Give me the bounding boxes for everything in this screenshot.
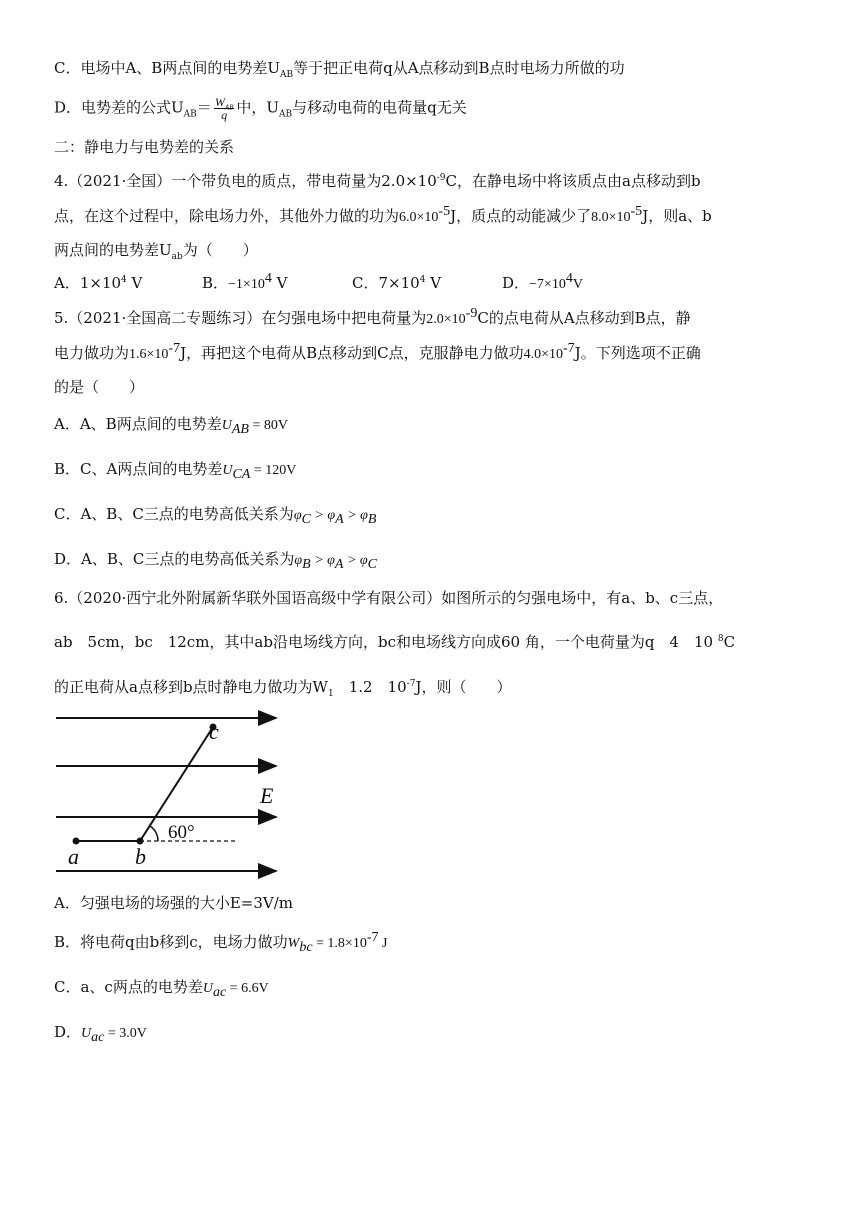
q4-line-1 — [54, 171, 701, 191]
exponent: -9 — [465, 306, 478, 321]
exponent: 8 — [717, 634, 724, 644]
q5-text: 的是（ ） — [54, 378, 145, 396]
option-d-rest: 与移动电荷的电荷量q无关 — [292, 98, 467, 117]
equals-sign: ＝ — [196, 98, 212, 117]
unit: J — [378, 936, 388, 951]
subscript: A — [334, 557, 344, 572]
q6-text: 1.2 10 — [333, 678, 407, 696]
formula-fraction — [214, 96, 235, 121]
q5-line-1 — [54, 308, 691, 330]
work-value: 4.0×10 — [523, 347, 564, 362]
option-text: C．7×10 — [352, 274, 420, 292]
q6-text: 的正电荷从a点移到b点时静电力做功为W — [54, 678, 328, 696]
work-value: 1.6×10 — [129, 347, 169, 362]
subscript: B — [302, 557, 311, 572]
subscript: C — [301, 512, 311, 527]
q4-option-b[interactable] — [202, 273, 287, 295]
option-d-mid: 中，U — [236, 98, 280, 117]
option-text: C．A、B、C三点的电势高低关系为 — [54, 505, 294, 523]
q6-text: 6.（2020·西宁北外附属新华联外国语高级中学有限公司）如图所示的匀强电场中，有a、b、c三点， — [54, 589, 724, 607]
subscript: CA — [232, 467, 251, 482]
q6-option-c[interactable] — [54, 977, 269, 999]
q5-text: J，再把这个电荷从B点移动到C点，克服静电力做功 — [180, 344, 524, 362]
section-heading — [54, 137, 234, 157]
subscript: ac — [91, 1030, 105, 1045]
subscript: AB — [231, 422, 249, 437]
q5-line-2 — [54, 343, 701, 365]
q4-options — [54, 273, 814, 293]
electric-field-diagram — [54, 705, 294, 885]
subscript: ac — [212, 985, 227, 1000]
charge-value: 2.0×10 — [426, 312, 466, 327]
q5-text: J。下列选项不正确 — [574, 344, 701, 362]
option-text: A．1×10 — [54, 274, 122, 292]
math-variable: > φ — [310, 553, 335, 568]
exponent: 4 — [565, 271, 573, 286]
math-variable: U — [222, 463, 233, 478]
subscript: C — [367, 557, 377, 572]
q5-text: C的点电荷从A点移动到B点，静 — [477, 309, 691, 327]
math-variable: U — [202, 981, 213, 996]
option-d-line — [54, 96, 467, 121]
q4-option-a[interactable] — [54, 273, 142, 293]
exponent: 4 — [419, 275, 426, 285]
work-value: 6.0×10 — [399, 210, 439, 225]
option-value: = 6.6V — [226, 981, 269, 996]
math-variable: φ — [294, 553, 303, 568]
q5-option-c[interactable] — [54, 504, 376, 526]
option-text: B．C、A两点间的电势差 — [54, 460, 223, 478]
subscript: 1 — [327, 689, 334, 699]
q4-text: C，在静电场中将该质点由a点移动到b — [445, 172, 701, 190]
option-value: = 80V — [248, 418, 288, 433]
fraction-denominator: q — [221, 108, 228, 122]
subscript: bc — [299, 940, 313, 955]
subscript: ab — [171, 252, 183, 262]
q4-text: 4.（2021·全国）一个带负电的质点，带电荷量为2.0×10 — [54, 172, 437, 190]
math-variable: φ — [293, 508, 302, 523]
option-text: B． — [202, 274, 229, 292]
subscript: AB — [279, 70, 294, 80]
label-c: c — [209, 719, 219, 744]
q4-line-2 — [54, 206, 712, 228]
q5-text: 电力做功为 — [54, 344, 130, 362]
option-text: B．将电荷q由b移到c，电场力做功 — [54, 933, 288, 951]
kinetic-value: 8.0×10 — [591, 210, 631, 225]
q4-line-3 — [54, 240, 258, 260]
fraction-numerator: W — [214, 95, 225, 109]
q4-text: J，质点的动能减少了 — [450, 207, 592, 225]
option-c-rest: 等于把正电荷q从A点移动到B点时电场力所做的功 — [293, 59, 625, 77]
exponent: -7 — [168, 341, 181, 356]
option-value: = 3.0V — [104, 1026, 147, 1041]
q4-text: J，则a、b — [642, 207, 712, 225]
q4-option-d[interactable] — [502, 273, 583, 295]
unit: C — [723, 633, 736, 651]
q5-text: 5.（2021·全国高二专题练习）在匀强电场中把电荷量为 — [54, 309, 427, 327]
q5-line-3 — [54, 377, 144, 397]
q6-option-d[interactable] — [54, 1022, 147, 1044]
q6-option-a[interactable] — [54, 893, 293, 913]
option-text: A．A、B两点间的电势差 — [54, 415, 222, 433]
unit: V — [126, 274, 143, 292]
q4-text: 两点间的电势差U — [54, 241, 172, 259]
exponent: -9 — [436, 173, 446, 183]
q4-text: 点，在这个过程中，除电场力外，其他外力做的功为 — [54, 207, 400, 225]
label-a: a — [68, 844, 79, 869]
option-c-text: C．电场中A、B两点间的电势差U — [54, 59, 280, 77]
option-value: −7×10 — [529, 277, 566, 292]
exponent: 4 — [121, 275, 127, 285]
q6-line-1 — [54, 588, 723, 608]
q6-text: ab 5cm，bc 12cm，其中ab沿电场线方向，bc和电场线方向成60 角，一个电荷量为q 4 10 — [54, 633, 718, 651]
q6-option-b[interactable] — [54, 932, 387, 954]
exponent: -5 — [630, 204, 643, 219]
q5-option-d[interactable] — [54, 549, 377, 571]
option-d-text: D．电势差的公式U — [54, 98, 184, 117]
option-value: = 1.8×10 — [312, 936, 367, 951]
label-e: E — [260, 783, 274, 808]
option-value: −1×10 — [228, 277, 265, 292]
unit: V — [271, 274, 288, 292]
subscript: AB — [224, 103, 234, 112]
q4-text: 为（ ） — [182, 241, 258, 259]
math-variable: > φ — [310, 508, 336, 523]
q6-line-3 — [54, 677, 511, 697]
math-variable: > φ — [343, 553, 368, 568]
q5-option-a[interactable] — [54, 414, 288, 436]
option-text: D．A、B、C三点的电势高低关系为 — [54, 550, 295, 568]
exponent: 4 — [264, 271, 272, 286]
unit: V — [425, 274, 442, 292]
exponent: -5 — [438, 204, 451, 219]
section-title: 二：静电力与电势差的关系 — [54, 138, 235, 156]
label-angle: 60° — [168, 822, 195, 843]
math-variable: U — [221, 418, 232, 433]
subscript: B — [367, 512, 377, 527]
math-variable: W — [287, 936, 300, 951]
exponent: -7 — [366, 930, 379, 945]
label-b: b — [135, 844, 146, 869]
exponent: -7 — [563, 341, 575, 356]
option-c-line — [54, 58, 625, 78]
angle-arc — [150, 826, 158, 841]
q6-line-2 — [54, 632, 735, 652]
option-text: C．a、c两点的电势差 — [54, 978, 203, 996]
unit: V — [572, 277, 583, 292]
math-variable: U — [81, 1026, 92, 1041]
q6-text: J，则（ ） — [415, 678, 512, 696]
option-text: A．匀强电场的场强的大小E=3V/m — [54, 894, 294, 912]
q5-option-b[interactable] — [54, 459, 296, 481]
option-text: D． — [502, 274, 530, 292]
math-variable: > φ — [343, 508, 368, 523]
option-value: = 120V — [250, 463, 297, 478]
subscript: AB — [279, 109, 293, 120]
subscript: AB — [183, 109, 197, 120]
q4-option-c[interactable] — [352, 273, 441, 293]
exponent: -7 — [406, 679, 416, 689]
subscript: A — [335, 512, 344, 527]
option-text: D． — [54, 1023, 82, 1041]
